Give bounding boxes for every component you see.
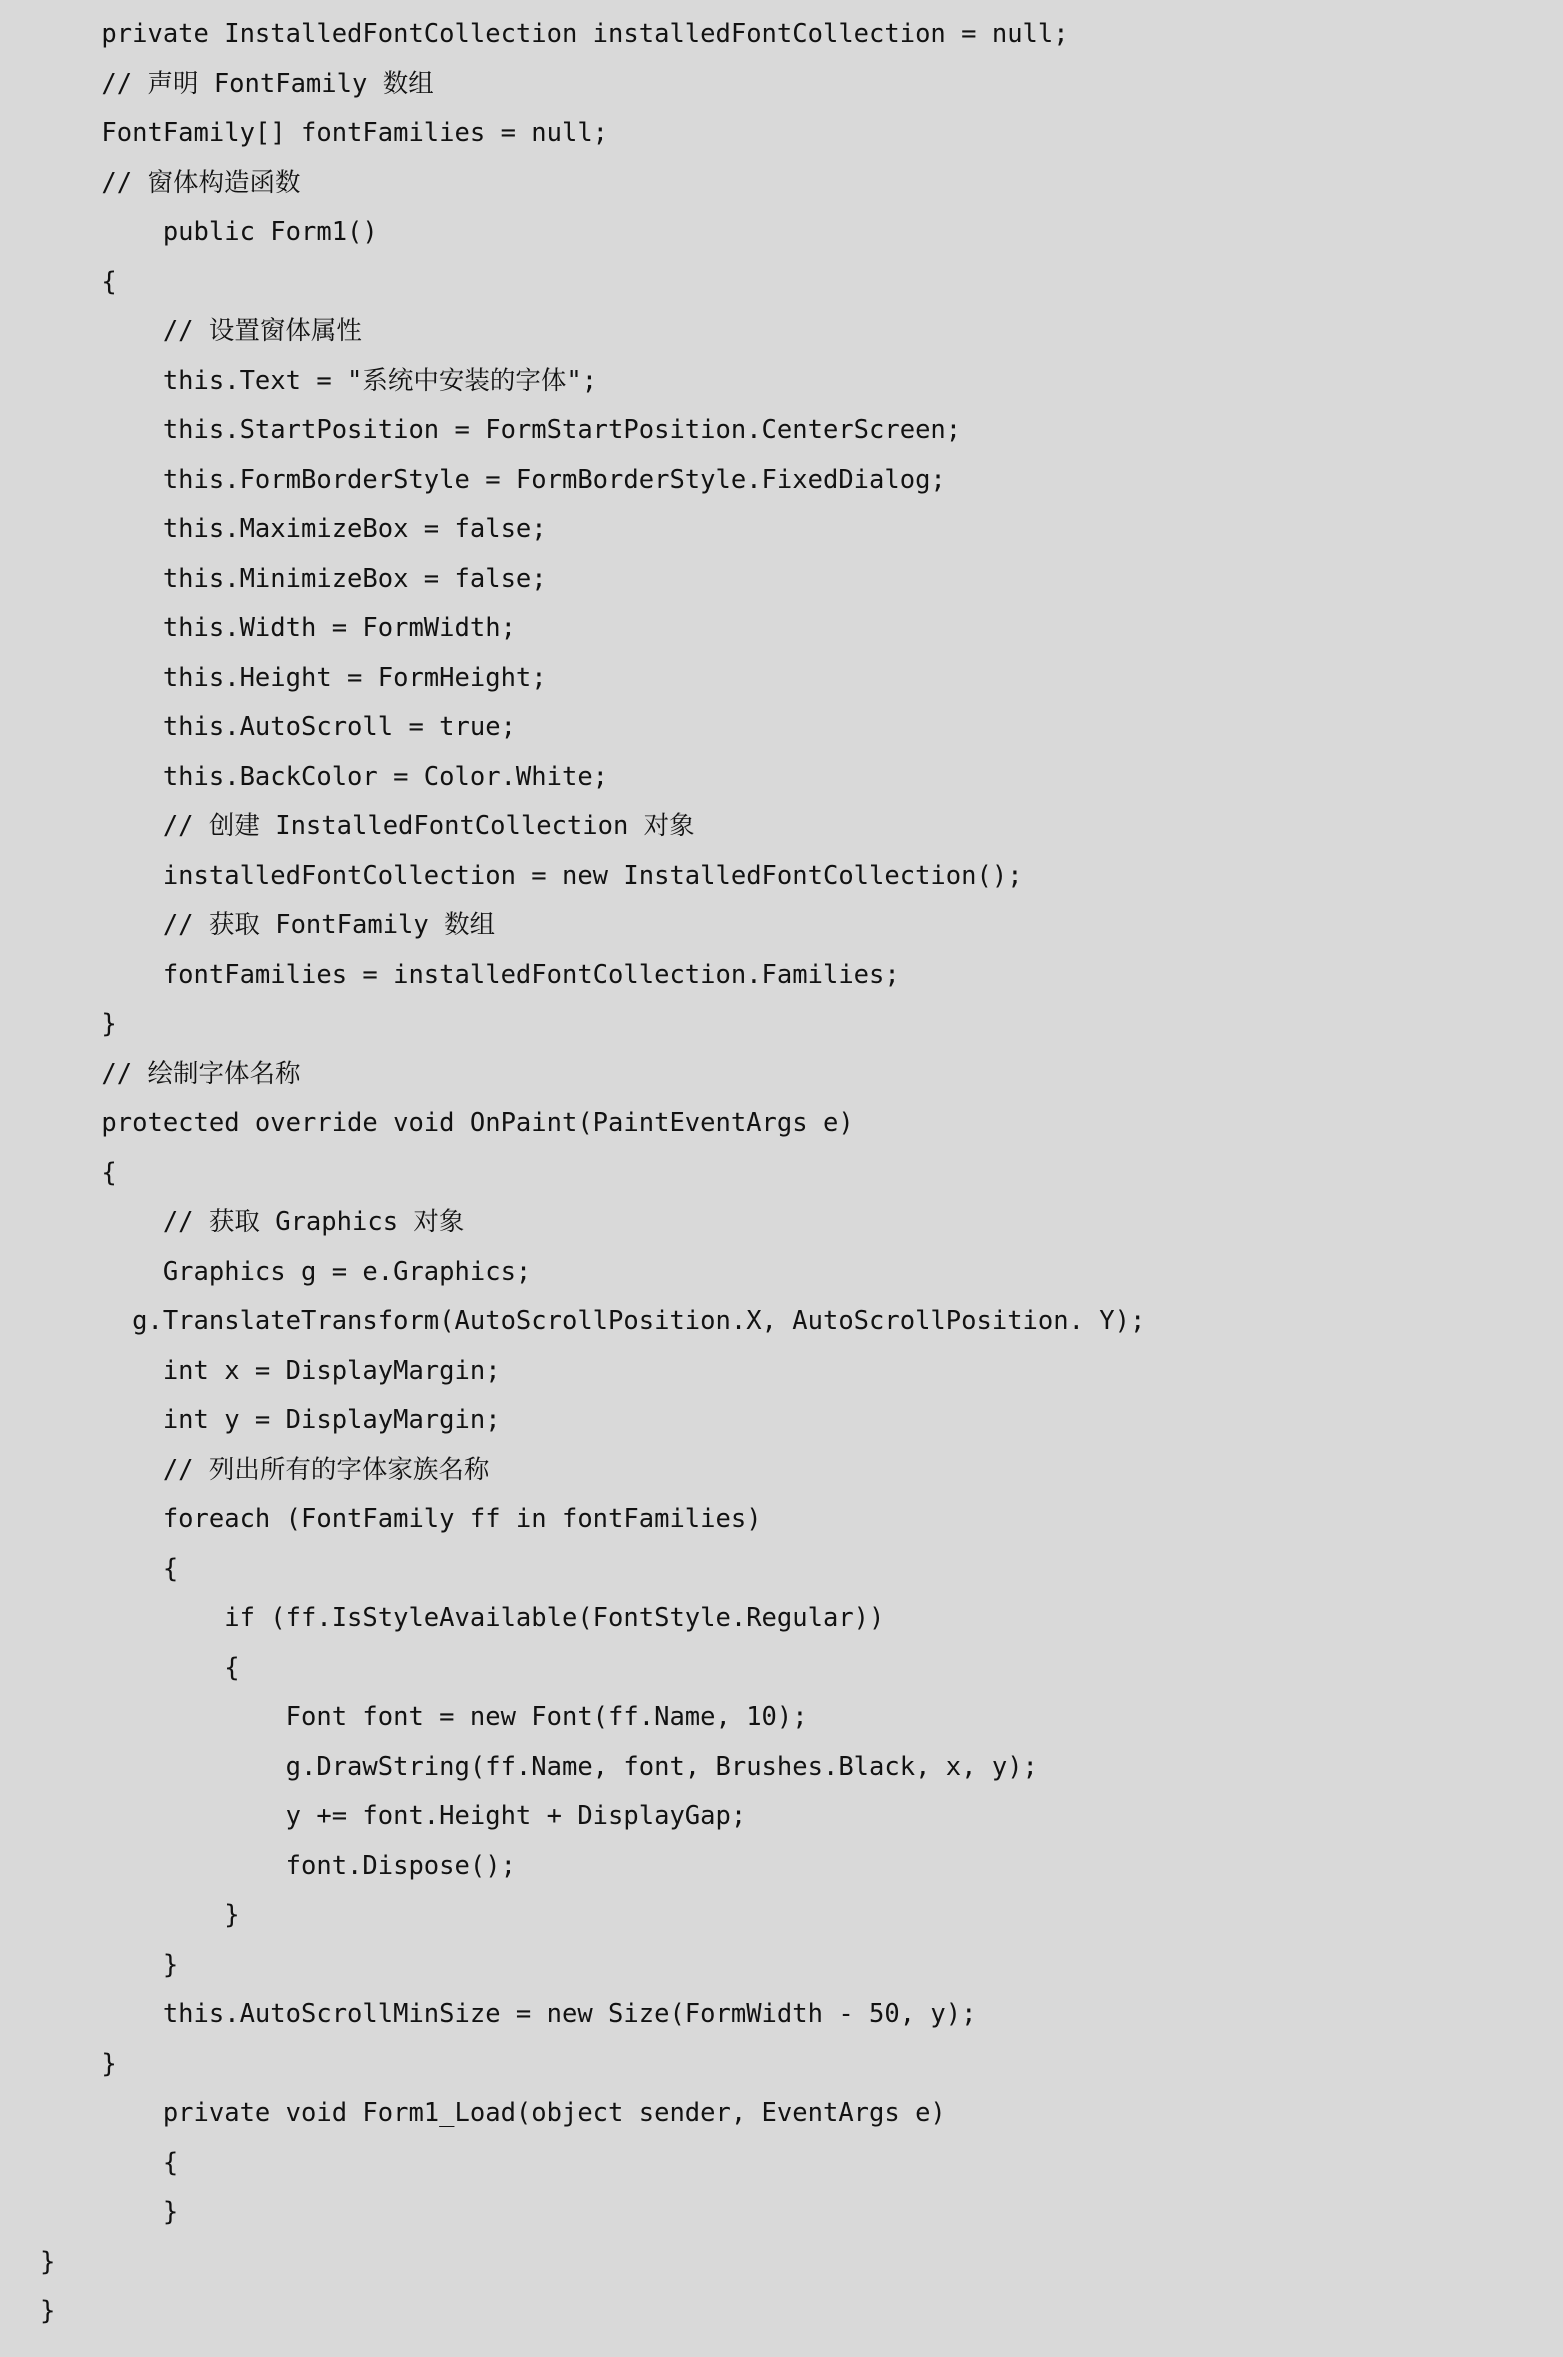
code-line: { [40, 1553, 179, 1584]
code-line: Graphics g = e.Graphics; [40, 1256, 532, 1287]
code-line: protected override void OnPaint(PaintEventArgs e) [40, 1108, 854, 1138]
code-line: // 设置窗体属性 [40, 316, 362, 346]
code-line: g.DrawString(ff.Name, font, Brushes.Black, x, y); [40, 1751, 1038, 1782]
code-line: font.Dispose(); [40, 1850, 516, 1881]
code-listing [40, 10, 1523, 2337]
code-line: private InstalledFontCollection installedFontCollection = null; [40, 19, 1069, 49]
code-line: this.Height = FormHeight; [40, 662, 547, 693]
code-line: private void Form1_Load(object sender, EventArgs e) [40, 2098, 946, 2128]
code-line: } [40, 2246, 56, 2277]
code-line: this.AutoScroll = true; [40, 712, 516, 742]
code-line: FontFamily[] fontFamilies = null; [40, 118, 609, 148]
code-line: // 列出所有的字体家族名称 [40, 1454, 490, 1485]
code-line: { [40, 1652, 240, 1683]
code-line: this.Text = "系统中安装的字体"; [40, 365, 598, 396]
code-line: Font font = new Font(ff.Name, 10); [40, 1702, 808, 1732]
code-line: { [40, 2147, 179, 2178]
code-line: // 绘制字体名称 [40, 1058, 301, 1089]
code-line: { [40, 266, 117, 297]
code-line: if (ff.IsStyleAvailable(FontStyle.Regular)) [40, 1603, 885, 1633]
code-line: this.MinimizeBox = false; [40, 563, 547, 594]
code-line: this.StartPosition = FormStartPosition.CenterScreen; [40, 415, 962, 445]
code-line: // 创建 InstalledFontCollection 对象 [40, 811, 695, 841]
code-line: public Form1() [40, 217, 378, 247]
code-line: { [40, 1157, 117, 1188]
code-line: this.MaximizeBox = false; [40, 514, 547, 544]
code-line: this.BackColor = Color.White; [40, 761, 609, 792]
code-line: fontFamilies = installedFontCollection.Families; [40, 959, 900, 990]
code-line: foreach (FontFamily ff in fontFamilies) [40, 1504, 762, 1534]
code-line: // 获取 Graphics 对象 [40, 1207, 465, 1237]
code-line: int x = DisplayMargin; [40, 1355, 501, 1386]
code-line: } [40, 2197, 179, 2227]
code-line: } [40, 2048, 117, 2079]
code-line: g.TranslateTransform(AutoScrollPosition.X, AutoScrollPosition. Y); [40, 1306, 1146, 1336]
code-line: // 窗体构造函数 [40, 167, 301, 198]
code-line: } [40, 1949, 179, 1980]
code-line: installedFontCollection = new InstalledFontCollection(); [40, 860, 1023, 891]
code-line: this.AutoScrollMinSize = new Size(FormWidth - 50, y); [40, 1999, 977, 2029]
code-line: // 获取 FontFamily 数组 [40, 910, 496, 940]
code-line: this.Width = FormWidth; [40, 613, 516, 643]
code-line: } [40, 2296, 56, 2326]
code-line: this.FormBorderStyle = FormBorderStyle.FixedDialog; [40, 464, 946, 495]
code-line: } [40, 1009, 117, 1039]
code-line: // 声明 FontFamily 数组 [40, 68, 434, 99]
code-line: y += font.Height + DisplayGap; [40, 1801, 747, 1831]
code-line: int y = DisplayMargin; [40, 1405, 501, 1435]
code-line: } [40, 1900, 240, 1930]
